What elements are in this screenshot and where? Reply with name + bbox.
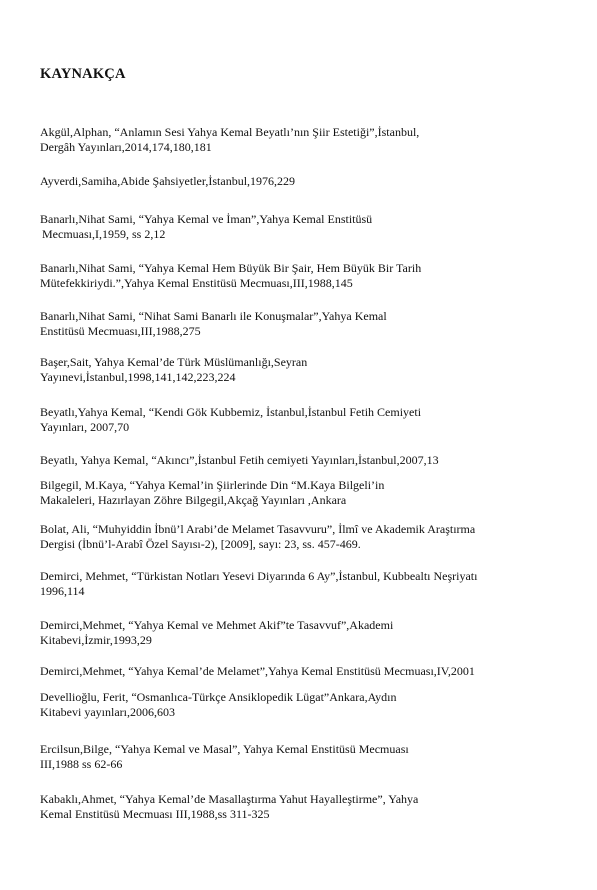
entry-line: Banarlı,Nihat Sami, “Nihat Sami Banarlı ile Konuşmalar”,Yahya Kemal [40, 309, 387, 323]
bibliography-entry [40, 618, 570, 648]
entry-line: 1996,114 [40, 584, 85, 598]
entry-line: Makaleleri, Hazırlayan Zöhre Bilgegil,Akçağ Yayınları ,Ankara [40, 493, 347, 507]
bibliography-entry [40, 569, 570, 599]
entry-line: Beyatlı,Yahya Kemal, “Kendi Gök Kubbemiz, İstanbul,İstanbul Fetih Cemiyeti [40, 405, 422, 419]
entry-line: Başer,Sait, Yahya Kemal’de Türk Müslümanlığı,Seyran [40, 355, 308, 369]
entry-line: Demirci, Mehmet, “Türkistan Notları Yesevi Diyarında 6 Ay”,İstanbul, Kubbealtı Neşriyatı [40, 569, 478, 583]
entry-line: Ayverdi,Samiha,Abide Şahsiyetler,İstanbul,1976,229 [40, 174, 296, 188]
entry-line: Kemal Enstitüsü Mecmuası III,1988,ss 311-325 [40, 807, 270, 821]
bibliography-entry [40, 212, 570, 242]
entry-line: Yayınları, 2007,70 [40, 420, 130, 434]
entry-line: Kitabevi yayınları,2006,603 [40, 705, 175, 719]
entry-line: Banarlı,Nihat Sami, “Yahya Kemal Hem Büyük Bir Şair, Hem Büyük Bir Tarih [40, 261, 422, 275]
entry-line: Demirci,Mehmet, “Yahya Kemal ve Mehmet Akif”te Tasavvuf”,Akademi [40, 618, 394, 632]
entry-line: Kitabevi,İzmir,1993,29 [40, 633, 152, 647]
entry-line: Demirci,Mehmet, “Yahya Kemal’de Melamet”,Yahya Kemal Enstitüsü Mecmuası,IV,2001 [40, 664, 475, 678]
entry-line: Beyatlı, Yahya Kemal, “Akıncı”,İstanbul Fetih cemiyeti Yayınları,İstanbul,2007,13 [40, 453, 439, 467]
entry-line: Bolat, Ali, “Muhyiddin İbnü’l Arabi’de Melamet Tasavvuru”, İlmî ve Akademik Araştırma [40, 522, 476, 536]
entry-line: Enstitüsü Mecmuası,III,1988,275 [40, 324, 201, 338]
bibliography-entry [40, 690, 570, 720]
bibliography-entry [40, 742, 570, 772]
entry-line: Akgül,Alphan, “Anlamın Sesi Yahya Kemal Beyatlı’nın Şiir Estetiği”,İstanbul, [40, 125, 420, 139]
bibliography-entry [40, 174, 570, 189]
entry-line: Devellioğlu, Ferit, “Osmanlıca-Türkçe Ansiklopedik Lügat”Ankara,Aydın [40, 690, 397, 704]
entry-line: Mecmuası,I,1959, ss 2,12 [42, 227, 166, 241]
entry-line: Mütefekkiriydi.”,Yahya Kemal Enstitüsü Mecmuası,III,1988,145 [40, 276, 353, 290]
entry-line: Dergisi (İbnü’l-Arabî Özel Sayısı-2), [2009], sayı: 23, ss. 457-469. [40, 537, 361, 551]
bibliography-entry [40, 309, 570, 339]
bibliography-entry [40, 125, 570, 155]
entry-line: Kabaklı,Ahmet, “Yahya Kemal’de Masallaştırma Yahut Hayalleştirme”, Yahya [40, 792, 419, 806]
bibliography-entry [40, 355, 570, 385]
bibliography-entry [40, 792, 570, 822]
bibliography-entry [40, 405, 570, 435]
entry-line: Dergâh Yayınları,2014,174,180,181 [40, 140, 212, 154]
entry-line: Yayınevi,İstanbul,1998,141,142,223,224 [40, 370, 236, 384]
page-heading: KAYNAKÇA [40, 66, 126, 82]
bibliography-entry [40, 261, 570, 291]
entry-line: Ercilsun,Bilge, “Yahya Kemal ve Masal”, Yahya Kemal Enstitüsü Mecmuası [40, 742, 409, 756]
bibliography-entry [40, 478, 570, 508]
bibliography-entry [40, 522, 570, 552]
entry-line: III,1988 ss 62-66 [40, 757, 123, 771]
entry-line: Bilgegil, M.Kaya, “Yahya Kemal’in Şiirlerinde Din “M.Kaya Bilgeli’in [40, 478, 385, 492]
bibliography-entry [40, 453, 570, 468]
entry-line: Banarlı,Nihat Sami, “Yahya Kemal ve İman”,Yahya Kemal Enstitüsü [40, 212, 373, 226]
bibliography-entry [40, 664, 570, 679]
